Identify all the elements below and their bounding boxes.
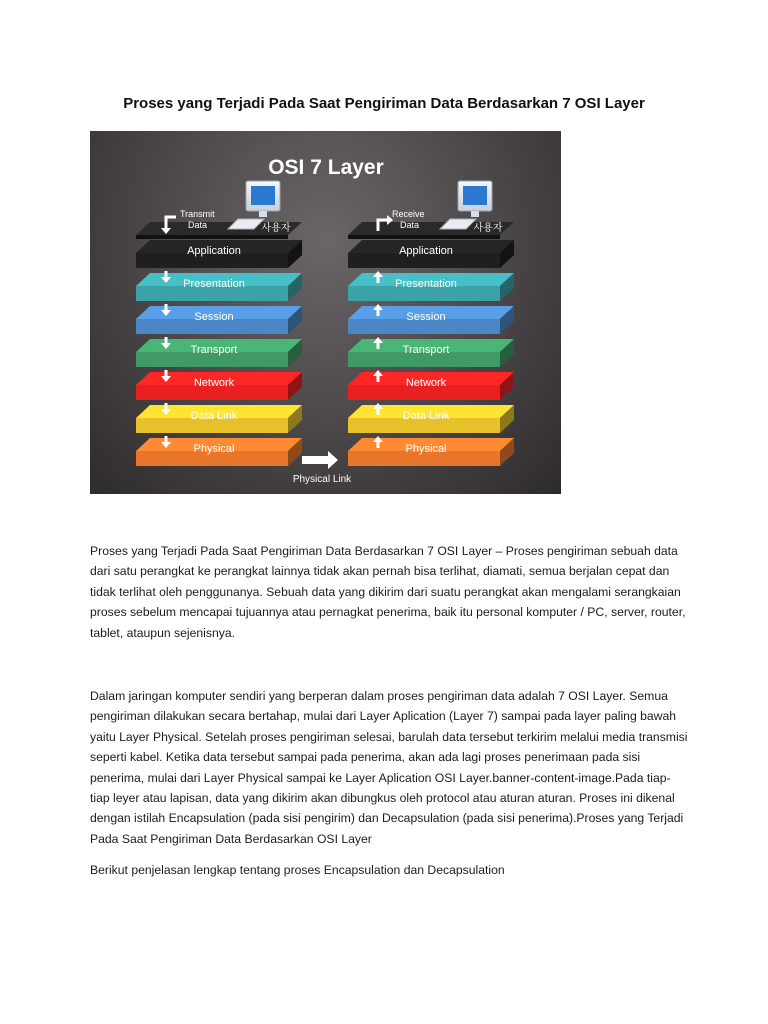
layer-label: Transport [402,344,450,356]
paragraph-osi-explanation: Dalam jaringan komputer sendiri yang berperan dalam proses pengiriman data adalah 7 OSI Layer. Semua pengiriman dilakukan secara bertahap, mulai dari Layer Aplication (Layer 7) sampai pada layer paling bawah yaitu Layer Physical. Setelah proses pengiriman selesai, barulah data tersebut terkirim melalui media transmisi seperti kabel. Ketika data tersebut sampai pada penerima, akan ada lagi proses penerimaan pada sisi penerima, mulai dari Layer Physical sampai ke Layer Aplication OSI Layer.banner-content-image.Pada tiap-tiap leyer atau lapisan, data yang dikirim akan dibungkus oleh protocol atau aturan aturan. Proses ini dikenal dengan istilah Encapsulation (pada sisi pengirim) dan Decapsulation (pada sisi penerima).Proses yang Terjadi Pada Saat Pengiriman Data Berdasarkan OSI Layer [90,689,688,846]
document-title: Proses yang Terjadi Pada Saat Pengiriman Data Berdasarkan 7 OSI Layer [123,95,645,112]
right-layer-transport [348,337,514,367]
paragraph-intro: Proses yang Terjadi Pada Saat Pengiriman Data Berdasarkan 7 OSI Layer – Proses pengiriman sebuah data dari satu perangkat ke perangkat lainnya tidak akan pernah bisa terlihat, diamati, semua berjalan cepat dan tidak terlihat oleh penggunanya. Sebuah data yang dikirim dari suatu perangkat akan mengalami serangkaian proses sebelum mencapai tujuannya atau pernagkat penerima, baik itu personal komputer / PC, server, router, tablet, ataupun sejenisnya. [90,544,686,640]
right-layer-session [348,304,514,334]
right-osi-stack [348,181,514,466]
left-layer-session [136,304,302,334]
right-caption-line1: Receive [392,209,425,219]
layer-label: Network [193,377,235,389]
left-layer-transport [136,337,302,367]
physical-link [293,451,352,485]
osi-7-layer-figure [90,131,561,494]
computer-icon [228,181,280,229]
left-layer-presentation [136,271,302,301]
layer-label: Application [399,245,453,257]
right-layer-presentation [348,271,514,301]
layer-label: Physical [405,443,447,455]
right-layer-data-link [348,403,514,433]
right-caption-line2: Data [400,220,420,230]
layer-label: Transport [190,344,238,356]
left-caption-line2: Data [188,220,208,230]
figure-heading: OSI 7 Layer [268,156,384,179]
layer-label: Presentation [395,278,457,290]
layer-label: Application [187,245,241,257]
paragraph-encapsulation-lead: Berikut penjelasan lengkap tentang proses Encapsulation dan Decapsulation [90,863,505,877]
left-layer-application [136,240,302,268]
layer-label: Network [405,377,447,389]
left-caption-line1: Transmit [180,209,215,219]
layer-label: Data Link [402,410,450,422]
left-osi-stack [136,181,302,466]
right-layer-network [348,370,514,400]
computer-icon [440,181,492,229]
layer-label: Physical [193,443,235,455]
osi-diagram [90,131,561,494]
layer-label: Presentation [183,278,245,290]
left-layer-physical [136,436,302,466]
left-user-label: 사용자 [261,223,291,234]
right-layer-application [348,240,514,268]
left-layer-data-link [136,403,302,433]
layer-label: Data Link [190,410,238,422]
left-layer-network [136,370,302,400]
physical-link-label: Physical Link [292,474,352,485]
right-user-label: 사용자 [473,223,503,234]
layer-label: Session [194,311,234,323]
physical-link-arrow-icon [302,451,338,469]
layer-label: Session [406,311,446,323]
right-layer-physical [348,436,514,466]
